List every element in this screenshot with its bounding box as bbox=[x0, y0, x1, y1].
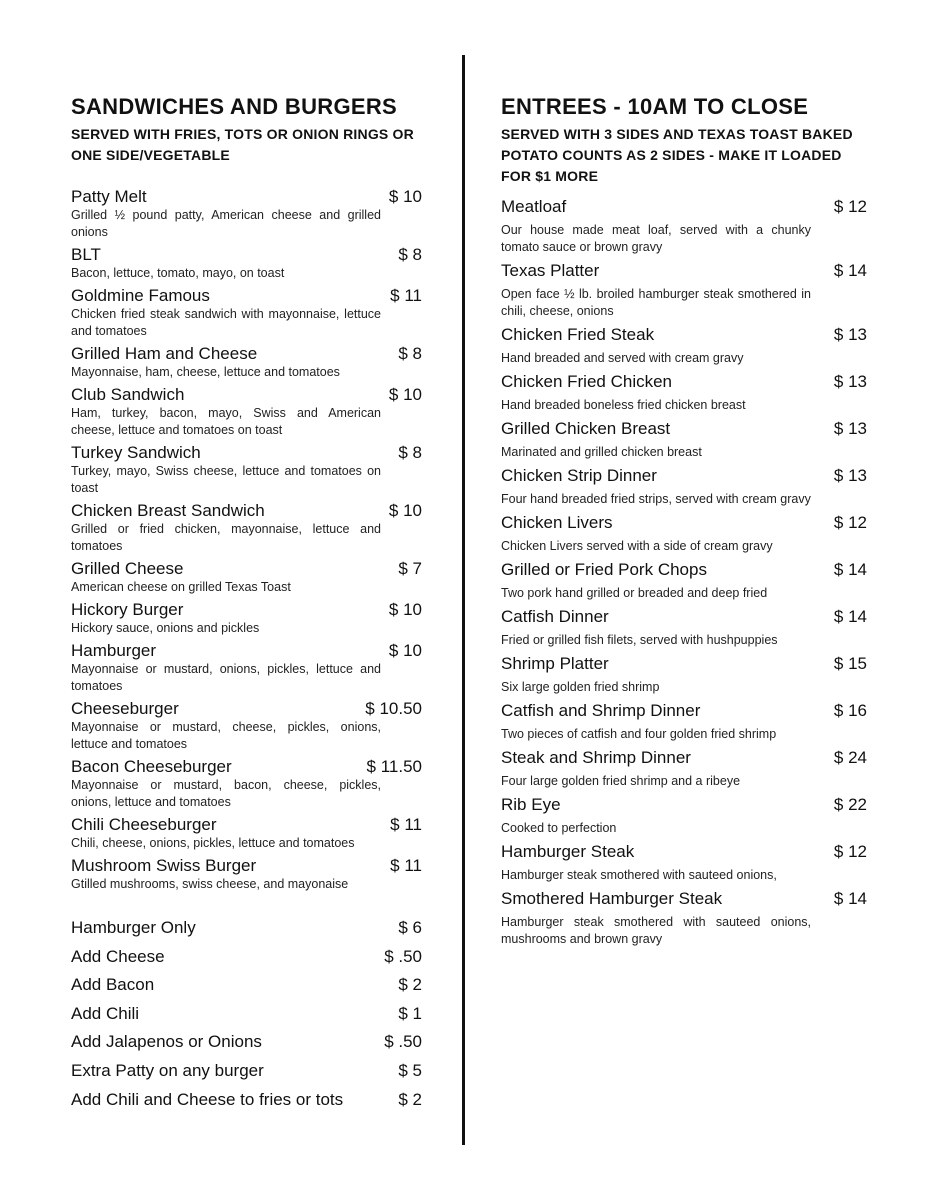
item-name: Chicken Fried Steak bbox=[501, 325, 655, 344]
item-price: $ 12 bbox=[833, 197, 867, 216]
item-name: Mushroom Swiss Burger bbox=[71, 856, 257, 875]
item-price: $ 8 bbox=[398, 443, 422, 462]
menu-item-cheeseburger bbox=[71, 698, 426, 753]
item-description: Marinated and grilled chicken breast bbox=[501, 445, 702, 459]
menu-item-meatloaf bbox=[501, 196, 871, 256]
item-price: $ 10 bbox=[388, 385, 422, 404]
item-description: Two pork hand grilled or breaded and deep fried bbox=[501, 586, 768, 600]
item-description: Four large golden fried shrimp and a ribeye bbox=[501, 774, 741, 788]
item-price: $ 11.50 bbox=[366, 757, 422, 776]
item-description: Hamburger steak smothered with sauteed onions, mushrooms and brown gravy bbox=[501, 915, 811, 946]
add-ons-list bbox=[71, 915, 426, 1113]
menu-item-blt bbox=[71, 244, 426, 282]
item-name: BLT bbox=[71, 245, 101, 264]
menu-item-grilled-ham-cheese bbox=[71, 343, 426, 381]
item-description: Ham, turkey, bacon, mayo, Swiss and American cheese, lettuce and tomatoes on toast bbox=[71, 406, 381, 437]
add-on-item bbox=[71, 1058, 426, 1084]
item-name: Steak and Shrimp Dinner bbox=[501, 748, 691, 767]
menu-item-rib-eye bbox=[501, 794, 871, 837]
item-description: Mayonnaise or mustard, bacon, cheese, pickles, onions, lettuce and tomatoes bbox=[71, 778, 381, 809]
item-description: Cooked to perfection bbox=[501, 821, 617, 835]
item-description: Bacon, lettuce, tomato, mayo, on toast bbox=[71, 266, 285, 280]
item-name: Catfish Dinner bbox=[501, 607, 609, 626]
add-on-item bbox=[71, 972, 426, 998]
column-divider bbox=[462, 55, 465, 1145]
menu-item-chicken-fried-steak bbox=[501, 324, 871, 367]
menu-item-shrimp-platter bbox=[501, 653, 871, 696]
add-on-item bbox=[71, 1087, 426, 1113]
item-description: Chili, cheese, onions, pickles, lettuce and tomatoes bbox=[71, 836, 355, 850]
item-name: Shrimp Platter bbox=[501, 654, 609, 673]
item-name: Hamburger Steak bbox=[501, 842, 635, 861]
item-price: $ 13 bbox=[833, 325, 867, 344]
item-price: $ 10 bbox=[388, 600, 422, 619]
item-price: $ 13 bbox=[833, 419, 867, 438]
menu-item-turkey-sandwich bbox=[71, 442, 426, 497]
item-name: Chicken Strip Dinner bbox=[501, 466, 657, 485]
menu-item-catfish-dinner bbox=[501, 606, 871, 649]
item-description: Four hand breaded fried strips, served with cream gravy bbox=[501, 492, 811, 506]
add-on-item bbox=[71, 1029, 426, 1055]
item-price: $ 12 bbox=[833, 513, 867, 532]
add-on-item bbox=[71, 1001, 426, 1027]
menu-item-mushroom-swiss-burger bbox=[71, 855, 426, 893]
item-price: $ 14 bbox=[833, 889, 867, 908]
item-price: $ 8 bbox=[398, 344, 422, 363]
item-description: Mayonnaise, ham, cheese, lettuce and tomatoes bbox=[71, 365, 340, 379]
item-description: Chicken fried steak sandwich with mayonnaise, lettuce and tomatoes bbox=[71, 307, 381, 338]
entree-list bbox=[501, 196, 871, 948]
item-description: Two pieces of catfish and four golden fried shrimp bbox=[501, 727, 777, 741]
section-subtitle: SERVED WITH FRIES, TOTS OR ONION RINGS OR ONE SIDE/VEGETABLE bbox=[71, 126, 414, 163]
item-name: Club Sandwich bbox=[71, 385, 185, 404]
add-on-name: Extra Patty on any burger bbox=[71, 1060, 264, 1080]
item-name: Meatloaf bbox=[501, 197, 567, 216]
item-name: Catfish and Shrimp Dinner bbox=[501, 701, 701, 720]
item-price: $ 10 bbox=[388, 641, 422, 660]
entrees-section bbox=[501, 94, 871, 952]
item-description: Six large golden fried shrimp bbox=[501, 680, 660, 694]
menu-item-catfish-shrimp-dinner bbox=[501, 700, 871, 743]
item-description: Hickory sauce, onions and pickles bbox=[71, 621, 260, 635]
item-name: Grilled Cheese bbox=[71, 559, 184, 578]
add-on-price: $ 1 bbox=[398, 1003, 422, 1023]
item-name: Smothered Hamburger Steak bbox=[501, 889, 723, 908]
menu-item-hickory-burger bbox=[71, 599, 426, 637]
add-on-name: Add Cheese bbox=[71, 946, 165, 966]
item-price: $ 11 bbox=[390, 815, 422, 834]
item-price: $ 13 bbox=[833, 372, 867, 391]
item-price: $ 24 bbox=[833, 748, 867, 767]
item-description: Chicken Livers served with a side of cream gravy bbox=[501, 539, 773, 553]
item-name: Chicken Breast Sandwich bbox=[71, 501, 265, 520]
item-description: Mayonnaise or mustard, onions, pickles, lettuce and tomatoes bbox=[71, 662, 381, 693]
item-price: $ 22 bbox=[833, 795, 867, 814]
add-on-price: $ 2 bbox=[398, 975, 422, 995]
menu-item-pork-chops bbox=[501, 559, 871, 602]
menu-item-steak-shrimp-dinner bbox=[501, 747, 871, 790]
item-name: Texas Platter bbox=[501, 261, 600, 280]
menu-item-bacon-cheeseburger bbox=[71, 756, 426, 811]
item-name: Hickory Burger bbox=[71, 600, 184, 619]
menu-item-chili-cheeseburger bbox=[71, 814, 426, 852]
item-description: Grilled ½ pound patty, American cheese and grilled onions bbox=[71, 208, 381, 239]
item-name: Bacon Cheeseburger bbox=[71, 757, 232, 776]
add-on-price: $ 6 bbox=[398, 918, 422, 937]
item-name: Chili Cheeseburger bbox=[71, 815, 217, 834]
add-on-item bbox=[71, 944, 426, 970]
item-name: Turkey Sandwich bbox=[71, 443, 201, 462]
add-on-name: Add Chili and Cheese to fries or tots bbox=[71, 1089, 344, 1109]
menu-item-grilled-chicken-breast bbox=[501, 418, 871, 461]
menu-item-goldmine-famous bbox=[71, 285, 426, 340]
item-description: Open face ½ lb. broiled hamburger steak smothered in chili, cheese, onions bbox=[501, 287, 811, 318]
item-price: $ 14 bbox=[833, 560, 867, 579]
item-name: Goldmine Famous bbox=[71, 286, 210, 305]
menu-item-chicken-strip-dinner bbox=[501, 465, 871, 508]
sandwiches-section bbox=[71, 94, 426, 1115]
add-on-price: $ .50 bbox=[384, 1032, 422, 1052]
item-description: Hand breaded and served with cream gravy bbox=[501, 351, 744, 365]
item-price: $ 12 bbox=[833, 842, 867, 861]
item-name: Patty Melt bbox=[71, 187, 147, 206]
item-price: $ 10 bbox=[388, 501, 422, 520]
item-price: $ 8 bbox=[398, 245, 422, 264]
add-on-item bbox=[71, 915, 426, 941]
menu-item-chicken-fried-chicken bbox=[501, 371, 871, 414]
item-price: $ 7 bbox=[398, 559, 422, 578]
add-on-name: Add Bacon bbox=[71, 975, 155, 995]
item-description: Grilled or fried chicken, mayonnaise, lettuce and tomatoes bbox=[71, 522, 381, 553]
menu-item-chicken-livers bbox=[501, 512, 871, 555]
item-price: $ 13 bbox=[833, 466, 867, 485]
item-description: American cheese on grilled Texas Toast bbox=[71, 580, 291, 594]
sandwich-list bbox=[71, 186, 426, 893]
item-price: $ 10 bbox=[388, 187, 422, 206]
add-on-name: Add Chili bbox=[71, 1003, 140, 1023]
item-name: Grilled Chicken Breast bbox=[501, 419, 671, 438]
add-on-name: Add Jalapenos or Onions bbox=[71, 1032, 262, 1052]
menu-item-hamburger-steak bbox=[501, 841, 871, 884]
menu-item-hamburger bbox=[71, 640, 426, 695]
item-description: Gtilled mushrooms, swiss cheese, and mayonaise bbox=[71, 877, 349, 891]
menu-item-smothered-hamburger-steak bbox=[501, 888, 871, 948]
section-subtitle: SERVED WITH 3 SIDES AND TEXAS TOAST BAKED POTATO COUNTS AS 2 SIDES - MAKE IT LOADED FOR $1 MORE bbox=[501, 126, 853, 184]
item-name: Grilled or Fried Pork Chops bbox=[501, 560, 707, 579]
item-description: Turkey, mayo, Swiss cheese, lettuce and tomatoes on toast bbox=[71, 464, 381, 495]
menu-item-patty-melt bbox=[71, 186, 426, 241]
item-name: Chicken Fried Chicken bbox=[501, 372, 673, 391]
item-price: $ 10.50 bbox=[365, 699, 422, 718]
section-title: SANDWICHES AND BURGERS bbox=[71, 94, 398, 119]
item-price: $ 14 bbox=[833, 261, 867, 280]
item-name: Hamburger bbox=[71, 641, 157, 660]
item-price: $ 11 bbox=[390, 856, 422, 875]
item-price: $ 15 bbox=[833, 654, 867, 673]
menu-item-club-sandwich bbox=[71, 384, 426, 439]
item-price: $ 16 bbox=[833, 701, 867, 720]
item-price: $ 11 bbox=[390, 286, 422, 305]
add-on-name: Hamburger Only bbox=[71, 918, 196, 937]
item-name: Chicken Livers bbox=[501, 513, 613, 532]
item-description: Hand breaded boneless fried chicken breast bbox=[501, 398, 746, 412]
item-name: Cheeseburger bbox=[71, 699, 179, 718]
add-on-price: $ 5 bbox=[398, 1060, 422, 1080]
item-description: Our house made meat loaf, served with a chunky tomato sauce or brown gravy bbox=[501, 223, 811, 254]
item-description: Fried or grilled fish filets, served with hushpuppies bbox=[501, 633, 778, 647]
item-name: Grilled Ham and Cheese bbox=[71, 344, 258, 363]
menu-item-chicken-breast-sandwich bbox=[71, 500, 426, 555]
add-on-price: $ 2 bbox=[398, 1089, 422, 1109]
item-description: Mayonnaise or mustard, cheese, pickles, onions, lettuce and tomatoes bbox=[71, 720, 381, 751]
menu-item-grilled-cheese bbox=[71, 558, 426, 596]
item-name: Rib Eye bbox=[501, 795, 561, 814]
item-description: Hamburger steak smothered with sauteed onions, bbox=[501, 868, 777, 882]
add-on-price: $ .50 bbox=[384, 946, 422, 966]
item-price: $ 14 bbox=[833, 607, 867, 626]
section-title: ENTREES - 10AM TO CLOSE bbox=[501, 94, 809, 119]
menu-item-texas-platter bbox=[501, 260, 871, 320]
